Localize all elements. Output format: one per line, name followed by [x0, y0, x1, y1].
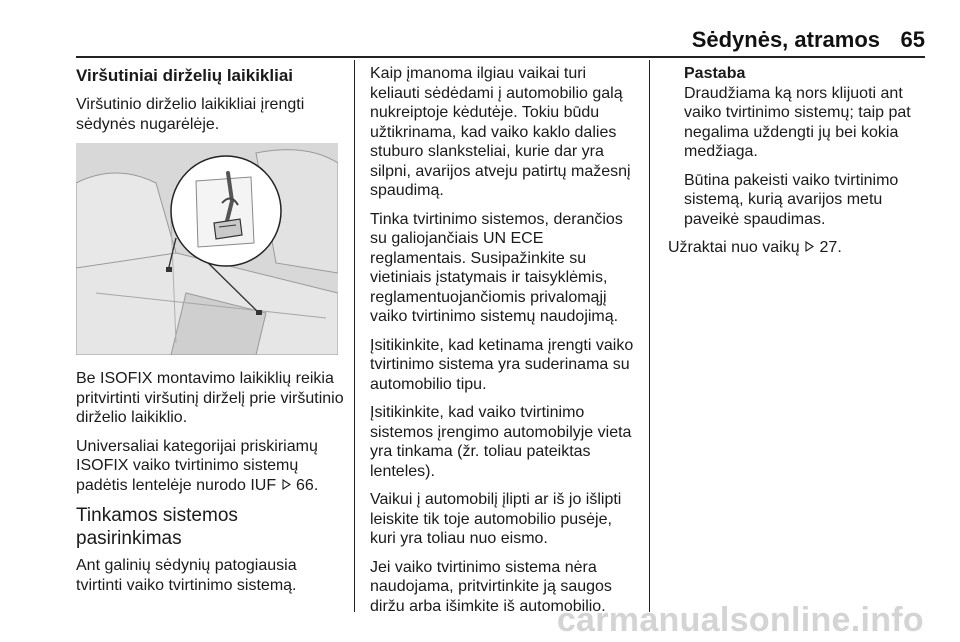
- watermark: carmanualsonline.info: [556, 601, 924, 639]
- note-paragraph: Būtina pakeisti vaiko tvirtinimo sistemą, kurią avarijos metu paveikė spaudimas.: [684, 171, 899, 228]
- tether-anchor-illustration: [76, 143, 338, 355]
- paragraph: Ant galinių sėdynių patogiausia tvirtinti vaiko tvirtinimo sistemą.: [76, 557, 297, 594]
- paragraph: Kaip įmanoma ilgiau vaikai turi keliauti sėdėdami į automobilio galą nukreiptoje kėdutėje. Tokiu būdu užtikrinama, kad vaiko kaklo dalies stuburo slanksteliai, kurie dar yra silpni, avarijos atveju patirtų mažesnį spaudimą.: [370, 65, 631, 199]
- paragraph: Jei vaiko tvirtinimo sistema nėra naudojama, pritvirtinkite ją saugos diržu arba išimkite iš automobilio.: [370, 558, 612, 615]
- paragraph: Vaikui į automobilį įlipti ar iš jo išlipti leiskite tik toje automobilio pusėje, kuri yra toliau nuo eismo.: [370, 491, 622, 547]
- page-header-title: Sėdynės, atramos: [691, 27, 880, 52]
- paragraph: Be ISOFIX montavimo laikiklių reikia pritvirtinti viršutinį dirželį prie viršutinio dirželio laikiklio.: [76, 370, 344, 426]
- cross-reference-link[interactable]: 27.: [819, 239, 842, 256]
- column-2: [370, 64, 638, 625]
- paragraph: Užraktai nuo vaikų 27.: [668, 239, 842, 256]
- column-3: [668, 64, 930, 267]
- header-rule: [76, 56, 925, 58]
- paragraph: Įsitikinkite, kad vaiko tvirtinimo sistemos įrengimo automobilyje vieta yra tinkama (žr. toliau pateiktas lenteles).: [370, 404, 632, 480]
- section-heading-top-tether: Viršutiniai dirželių laikikliai: [76, 66, 293, 85]
- cross-reference-link[interactable]: 66.: [296, 476, 319, 494]
- paragraph: Viršutinio dirželio laikikliai įrengti sėdynės nugarėlėje.: [76, 96, 305, 133]
- section-heading-system-selection: Tinkamos sistemos pasirinkimas: [76, 505, 238, 549]
- column-1: [76, 64, 344, 604]
- page-number: 65: [900, 27, 925, 52]
- paragraph: Tinka tvirtinimo sistemos, derančios su galiojančiais UN ECE reglamentais. Susipažinkite su vietiniais įstatymais ir taisyklėmis, reglamentuojančiomis privalomąjį vaiko tvirtinimo sistemų naudojimą.: [370, 210, 623, 325]
- paragraph: Universaliai kategorijai priskiriamų ISOFIX vaiko tvirtinimo sistemų padėtis lentelėje nurodo IUF 66.: [76, 437, 319, 494]
- note-paragraph: Draudžiama ką nors klijuoti ant vaiko tvirtinimo sistemų; taip pat negalima uždengti jų bei kokia medžiaga.: [684, 84, 911, 160]
- note-box: [668, 64, 930, 229]
- triangle-right-outline-icon: [805, 238, 814, 258]
- note-heading: Pastaba: [684, 65, 746, 82]
- triangle-right-outline-icon: [282, 476, 291, 496]
- column-divider-2: [649, 60, 650, 612]
- column-divider-1: [354, 60, 355, 612]
- paragraph: Įsitikinkite, kad ketinama įrengti vaiko tvirtinimo sistema yra suderinama su automobilio tipu.: [370, 336, 634, 393]
